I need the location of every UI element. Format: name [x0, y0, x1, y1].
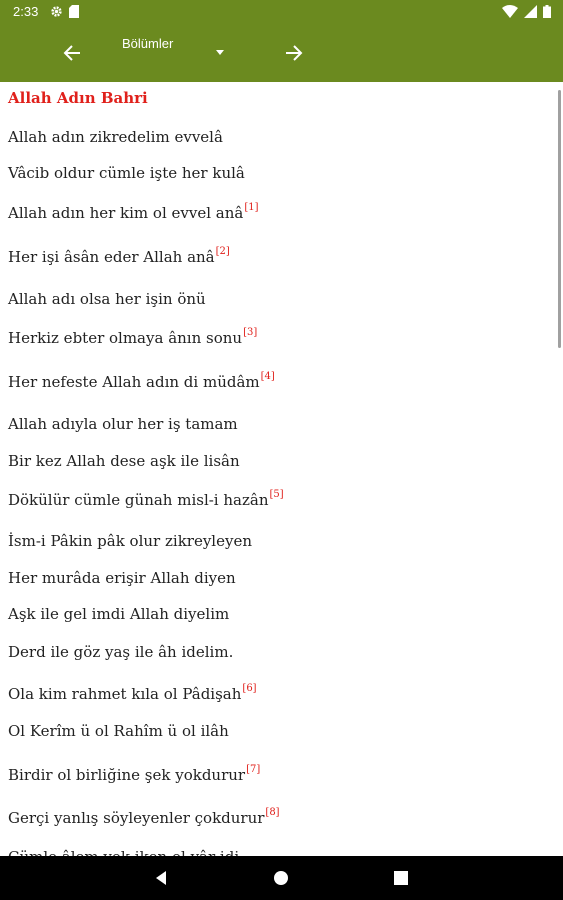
wifi-icon	[502, 5, 518, 18]
poem-line-text: Dökülür cümle günah misl-i hazân	[8, 491, 269, 509]
footnote-link[interactable]: [1]	[244, 202, 259, 213]
poem-line	[8, 603, 230, 623]
footnote-link[interactable]: [7]	[246, 764, 261, 775]
nav-back-button[interactable]	[152, 869, 170, 887]
dropdown-triangle-icon	[214, 48, 226, 56]
status-bar	[0, 0, 563, 24]
footnote-link[interactable]: [5]	[269, 489, 284, 500]
poem-line-text: Allah adın zikredelim evvelâ	[8, 128, 223, 146]
poem-line-text: Allah adıyla olur her iş tamam	[8, 415, 238, 433]
gear-icon	[50, 5, 63, 18]
poem-line-text: Herkiz ebter olmaya ânın sonu	[8, 329, 243, 347]
poem-line-text: İsm-i Pâkin pâk olur zikreyleyen	[8, 532, 252, 550]
poem-line	[8, 126, 224, 146]
poem-line	[8, 567, 237, 587]
poem-line-text: Ola kim rahmet kıla ol Pâdişah	[8, 685, 242, 703]
poem-line-text: Her murâda erişir Allah diyen	[8, 569, 236, 587]
nav-recents-square-icon	[393, 870, 409, 886]
arrow-left-icon	[60, 41, 86, 65]
poem-line	[8, 683, 257, 703]
poem-line	[8, 807, 280, 827]
arrow-right-icon	[280, 41, 306, 65]
poem-line	[8, 288, 207, 308]
poem-line-text: Allah adı olsa her işin önü	[8, 290, 206, 308]
system-nav-bar	[0, 856, 563, 900]
footnote-link[interactable]: [3]	[243, 327, 258, 338]
status-time: 2:33	[13, 4, 39, 19]
poem-line-text: Her nefeste Allah adın di müdâm	[8, 373, 260, 391]
status-left-icons	[50, 5, 79, 18]
poem-line-text: Allah adın her kim ol evvel anâ	[8, 204, 244, 222]
footnote-link[interactable]: [4]	[260, 371, 275, 382]
signal-icon	[524, 5, 537, 18]
poem-line	[8, 641, 234, 661]
poem-line	[8, 489, 284, 509]
nav-back-triangle-icon	[152, 869, 170, 887]
battery-icon	[543, 5, 551, 18]
sections-spinner[interactable]	[122, 36, 232, 72]
poem-line-text: Ol Kerîm ü ol Rahîm ü ol ilâh	[8, 722, 229, 740]
poem-line	[8, 327, 257, 347]
poem-line-text: Birdir ol birliğine şek yokdurur	[8, 766, 246, 784]
back-button[interactable]	[60, 41, 86, 65]
footnote-link[interactable]: [6]	[242, 683, 257, 694]
poem-content[interactable]	[0, 82, 563, 856]
poem-line-text: Bir kez Allah dese aşk ile lisân	[8, 452, 240, 470]
poem-line-text: Derd ile göz yaş ile âh idelim.	[8, 643, 234, 661]
poem-line	[8, 202, 259, 222]
poem-line	[8, 720, 230, 740]
footnote-link[interactable]: [2]	[215, 246, 230, 257]
poem-line	[8, 764, 260, 784]
poem-line	[8, 371, 275, 391]
nav-recents-button[interactable]	[393, 870, 409, 886]
poem-title: Allah Adın Bahri	[8, 89, 148, 107]
poem-line	[8, 413, 239, 433]
sd-card-icon	[69, 5, 79, 18]
poem-line-text: Vâcib oldur cümle işte her kulâ	[8, 164, 245, 182]
poem-line-text: Aşk ile gel imdi Allah diyelim	[8, 605, 230, 623]
poem-line-text: Gerçi yanlış söyleyenler çokdurur	[8, 809, 265, 827]
scrollbar-thumb[interactable]	[558, 90, 561, 348]
app-toolbar	[0, 24, 563, 82]
poem-line	[8, 162, 246, 182]
status-right-icons	[502, 5, 551, 18]
footnote-link[interactable]: [8]	[265, 807, 280, 818]
nav-home-button[interactable]	[272, 869, 290, 887]
poem-line	[8, 450, 241, 470]
poem-line-text: Her işi âsân eder Allah anâ	[8, 248, 215, 266]
nav-home-circle-icon	[272, 869, 290, 887]
poem-line	[8, 246, 230, 266]
poem-line	[8, 530, 253, 550]
sections-spinner-label: Bölümler	[122, 36, 174, 51]
forward-button[interactable]	[280, 41, 306, 65]
